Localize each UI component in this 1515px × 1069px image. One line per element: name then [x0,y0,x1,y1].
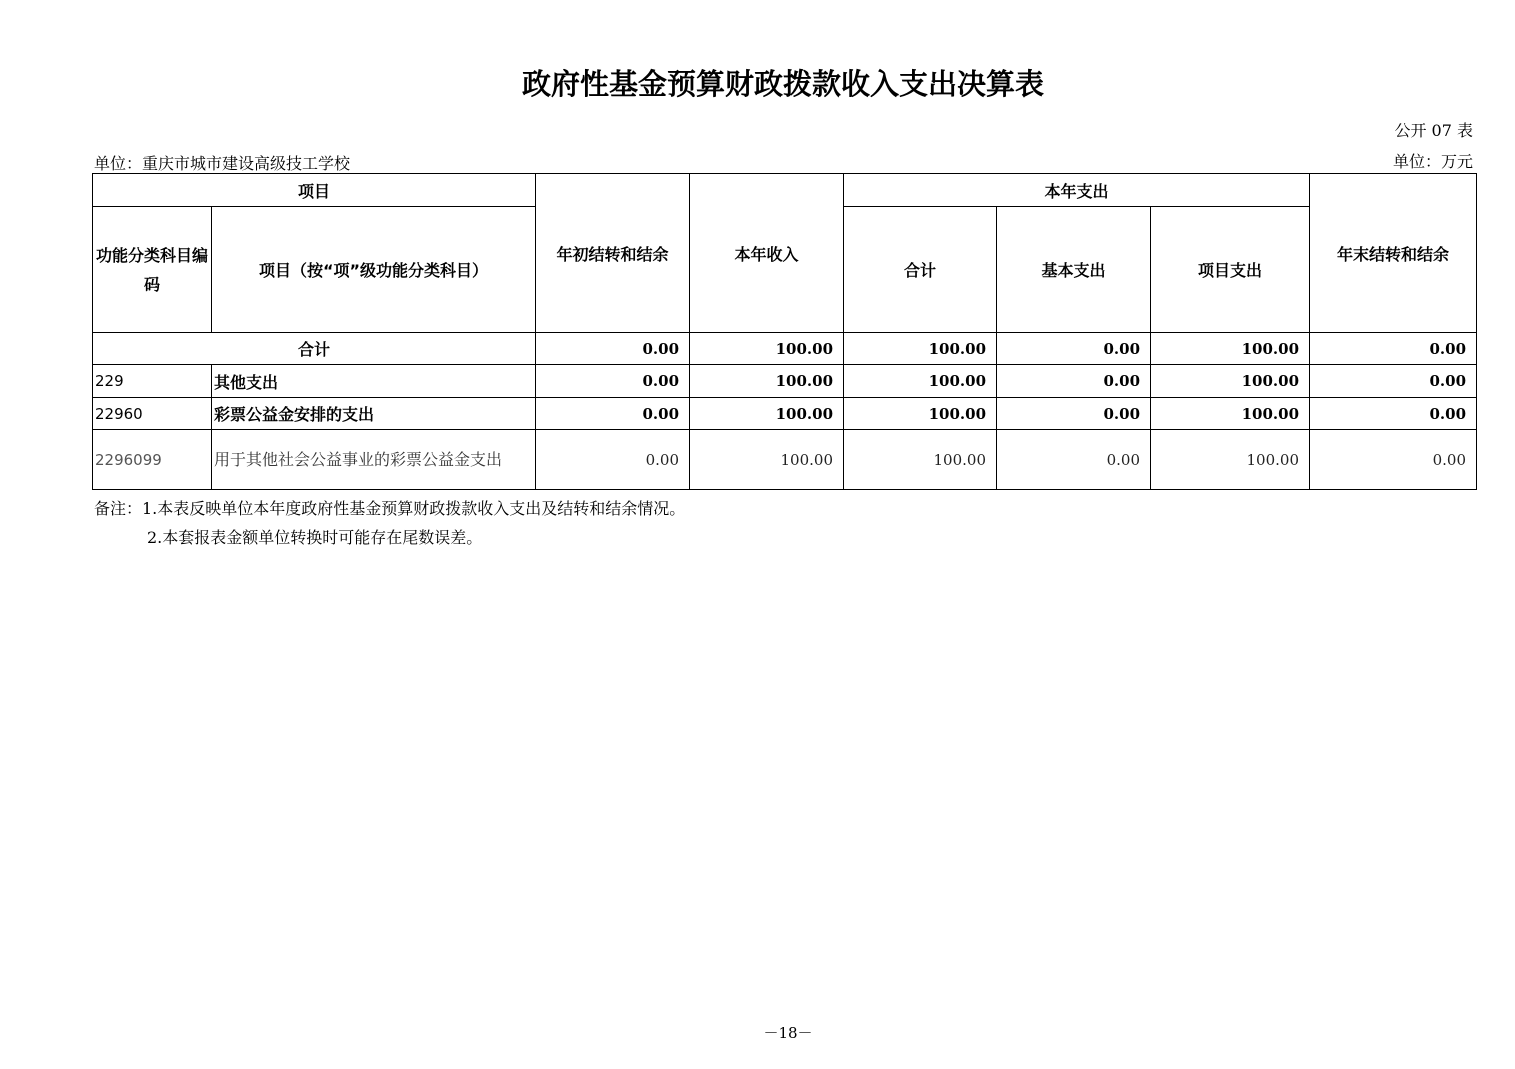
row-income: 100.00 [690,365,844,398]
row-code: 2296099 [93,430,212,490]
row-income: 100.00 [690,398,844,430]
total-expense-project: 100.00 [1151,333,1310,365]
row-income: 100.00 [690,430,844,490]
total-opening: 0.00 [536,333,690,365]
note-line-1: 备注：1.本表反映单位本年度政府性基金预算财政拨款收入支出及结转和结余情况。 [94,499,686,518]
row-code: 229 [93,365,212,398]
row-expense-basic: 0.00 [997,365,1151,398]
unit-organization: 单位：重庆市城市建设高级技工学校 [94,154,351,173]
header-item-group: 项目 [93,174,536,207]
row-expense-project: 100.00 [1151,365,1310,398]
row-name: 用于其他社会公益事业的彩票公益金支出 [212,430,536,490]
total-label: 合计 [93,333,536,365]
header-name: 项目（按“项”级功能分类科目） [212,207,536,333]
note-line-2: 2.本套报表金额单位转换时可能存在尾数误差。 [147,528,483,547]
table-row [93,365,1477,398]
row-opening: 0.00 [536,398,690,430]
header-expense-basic: 基本支出 [997,207,1151,333]
total-income: 100.00 [690,333,844,365]
header-expense-total: 合计 [844,207,997,333]
total-closing: 0.00 [1310,333,1477,365]
notes [94,494,685,552]
table-row [93,430,1477,490]
header-expense-group: 本年支出 [844,174,1310,207]
row-opening: 0.00 [536,365,690,398]
page-number: －18－ [763,1024,813,1042]
row-opening: 0.00 [536,430,690,490]
row-closing: 0.00 [1310,365,1477,398]
row-expense-basic: 0.00 [997,398,1151,430]
header-code: 功能分类科目编码 [93,207,212,333]
unit-currency: 单位：万元 [1392,152,1473,171]
header-closing-balance: 年末结转和结余 [1310,174,1477,333]
row-closing: 0.00 [1310,430,1477,490]
page-title: 政府性基金预算财政拨款收入支出决算表 [521,67,1044,101]
row-expense-total: 100.00 [844,398,997,430]
table-row [93,398,1477,430]
row-expense-total: 100.00 [844,365,997,398]
table-code: 公开 07 表 [1394,121,1473,140]
row-expense-total: 100.00 [844,430,997,490]
header-opening-balance: 年初结转和结余 [536,174,690,333]
row-expense-project: 100.00 [1151,398,1310,430]
total-expense-total: 100.00 [844,333,997,365]
total-expense-basic: 0.00 [997,333,1151,365]
header-expense-project: 项目支出 [1151,207,1310,333]
row-code: 22960 [93,398,212,430]
row-closing: 0.00 [1310,398,1477,430]
total-row [93,333,1477,365]
row-name: 彩票公益金安排的支出 [212,398,536,430]
row-expense-project: 100.00 [1151,430,1310,490]
header-income: 本年收入 [690,174,844,333]
row-expense-basic: 0.00 [997,430,1151,490]
row-name: 其他支出 [212,365,536,398]
budget-table [92,173,1477,490]
